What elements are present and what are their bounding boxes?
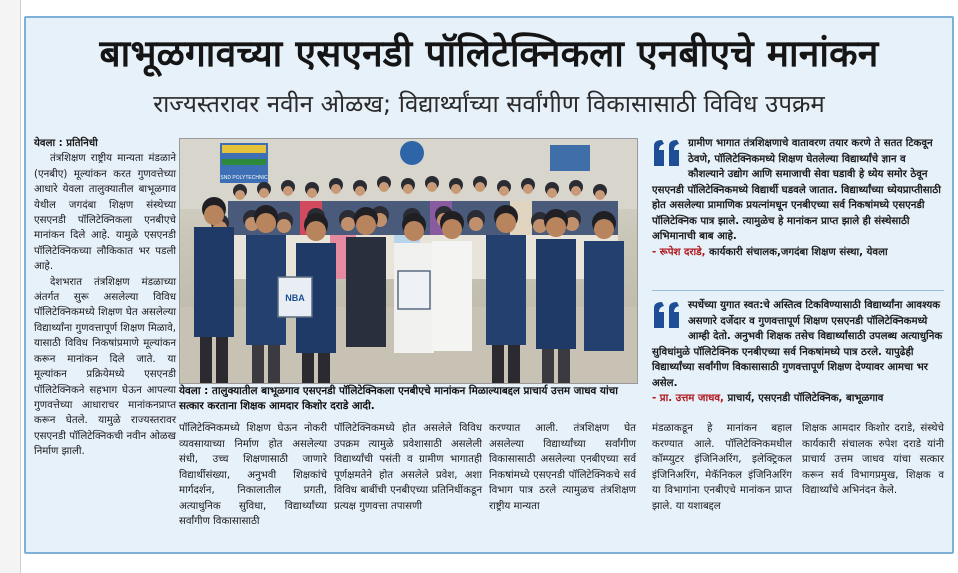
quote-block-principal [652, 298, 944, 407]
quote-block-director [652, 136, 944, 260]
left-paragraph: देशभरात तंत्रशिक्षण मंडळाच्या अंतर्गत सुरू असलेल्या विविध पॉलिटेक्निकमध्ये शिक्षण घेत असलेल्या विद्यार्थ्यांना गुणवत्तापूर्ण शिक्षण मिळावे, यासाठी विविध निकषांप्रमाणे मूल्यांकन करून मानांकन दिले जाते. या मूल्यांकन प्रक्रियेमध्ये एसएनडी पॉलिटेक्निकने सहभाग घेऊन आपल्या गुणवत्तेच्या आधाराचर मानांकनप्राप्त करून घेतले. यामुळे राज्यस्तरावर एसएनडी पॉलिटेक्निकची नवीन ओळख निर्माण झाली. [34, 276, 176, 458]
logo-circle [400, 141, 424, 165]
headline: बाभूळगावच्या एसएनडी पॉलिटेक्निकला एनबीएचे मानांकन [99, 32, 879, 75]
body-column-5: शिक्षक आमदार किशोर दराडे, संस्थेचे कार्यकारी संचालक रुपेश दराडे यांनी प्राचार्य उत्तम जाधव यांचा सत्कार करून सर्व विभागप्रमुख, शिक्षक व विद्यार्थ्यांचे अभिनंदन केले. [802, 423, 944, 496]
body-column-4: मंडळाकडून हे मानांकन बहाल करण्यात आले. पॉलिटेक्निकमधील कॉम्प्युटर इंजिनिअरिंग, इलेक्ट्रिकल इंजिनिअरिंग, मेकॅनिकल इंजिनिअरिंग या विभागांना एनबीएचे मानांकन प्राप्त झाले. या यशाबद्दल [652, 423, 792, 512]
quote-text: स्पर्धेच्या युगात स्वत:चे अस्तित्व टिकविण्यासाठी विद्यार्थ्यांना आवश्यक असणारे दर्जेदार व गुणवत्तापूर्ण शिक्षण एसएनडी पॉलिटेक्निकमध्ये आम्ही देतो. अनुभवी शिक्षक तसेच विद्यार्थ्यांसाठी उपलब्ध अत्याधुनिक सुविधांमुळे पॉलिटेक्निक एनबीएच्या सर्व निकषांमध्ये पात्र ठरले. यापुढेही विद्यार्थ्यांच्या सर्वांगीण विकासासाठी गुणवत्तापूर्ण शिक्षण देण्यावर आमचा भर असेल. [652, 300, 943, 389]
quote-author [652, 245, 944, 261]
adjacent-column-edge [0, 0, 21, 573]
body-column-3: करण्यात आली. तंत्रशिक्षण घेत असलेल्या विद्यार्थ्यांच्या सर्वांगीण विकासासाठी असलेल्या एनबीएच्या सर्व निकषांमध्ये एसएनडी पॉलिटेक्निकचे सर्व विभाग पात्र ठरले त्यामुळच तंत्रशिक्षण राष्ट्रीय मान्यता [489, 423, 636, 512]
quote-author [652, 391, 944, 407]
certificate-text: NBA [285, 293, 305, 303]
quote-mark-icon [652, 300, 682, 334]
left-column [34, 136, 176, 460]
quote-text: ग्रामीण भागात तंत्रशिक्षणाचे वातावरण तयार करणे ते सतत टिकवून ठेवणे, पॉलिटेक्निकमध्ये शिक्षण घेतलेल्या विद्यार्थ्यांचे ज्ञान व कौशल्याने उद्योग आणि समाजाची सेवा घडावी हे ध्येय समोर ठेवून एसएनडी पॉलिटेक्निकमध्ये विद्यार्थी घडवले जातात. विद्यार्थ्यांच्या ध्येयप्राप्तीसाठी होत असलेल्या प्रामाणिक प्रयत्नांमधून एनबीएच्या सर्व निकषांमध्ये एसएनडी पॉलिटेक्निक पात्र झाले. त्यामुळेच हे मानांकन प्राप्त झाले ही संस्थेसाठी अभिमानाची बाब आहे. [652, 138, 941, 242]
news-photo [179, 138, 638, 384]
subheadline: राज्यस्तरावर नवीन ओळख; विद्यार्थ्यांच्या सर्वांगीण विकासासाठी विविध उपक्रम [153, 90, 825, 118]
photo-caption: येवला : तालुक्यातील बाभूळगाव एसएनडी पॉलिटेक्निकला एनबीएचे मानांकन मिळाल्याबद्दल प्राचार्य उत्तम जाधव यांचा सत्कार करताना शिक्षक आमदार किशोर दराडे आदी. [179, 385, 618, 412]
body-column-1: पॉलिटेक्निकमध्ये शिक्षण घेऊन नोकरी व्यवसायाच्या निर्माण होत असलेल्या संधी, उच्च शिक्षणासाठी जाणारे विद्यार्थीसंख्या, अनुभवी शिक्षकांचे मार्गदर्शन, निकालातील प्रगती, अत्याधुनिक सुविधा, विद्यार्थ्यांच्या सर्वांगीण विकासासाठी [179, 423, 327, 527]
quote-mark-icon [652, 138, 682, 172]
body-column-2: पॉलिटेक्निकमध्ये होत असलेले विविध उपक्रम त्यामुळे प्रवेशासाठी असलेली विद्यार्थ्यांची पसंती व ग्रामीण भागातही पूर्णक्षमतेने होत असलेले प्रवेश, अशा विविध बाबींची एनबीएच्या प्रतिनिधींकडून प्रत्यक्ष गुणवत्ता तपासणी [334, 423, 482, 512]
quote-author-name: - रूपेश दराडे, [652, 246, 706, 258]
group-photo-illustration [180, 139, 637, 383]
quote-divider [652, 290, 944, 291]
quote-author-role: कार्यकारी संचालक,जगदंबा शिक्षण संस्था, येवला [709, 246, 888, 258]
banner-text: SND POLYTECHNIC [220, 175, 268, 181]
byline: येवला : प्रतिनिधी [34, 138, 98, 149]
article-card [24, 16, 954, 554]
quote-author-name: - प्रा. उत्तम जाधव, [652, 393, 724, 404]
quote-author-role: प्राचार्य, एसएनडी पॉलिटेक्निक, बाभूळगाव [727, 393, 884, 404]
left-paragraph: तंत्रशिक्षण राष्ट्रीय मान्यता मंडळाने (एनबीए) मूल्यांकन करत गुणवत्तेच्या आधारे येवला तालुक्यातील बाभूळगाव येथील जगदंबा शिक्षण संस्थेच्या एसएनडी पॉलिटेक्निकला एनबीएचे मानांकन दिले आहे. यामुळे एसएनडी पॉलिटेक्निकच्या लौकिकात भर पडली आहे. [34, 153, 176, 273]
